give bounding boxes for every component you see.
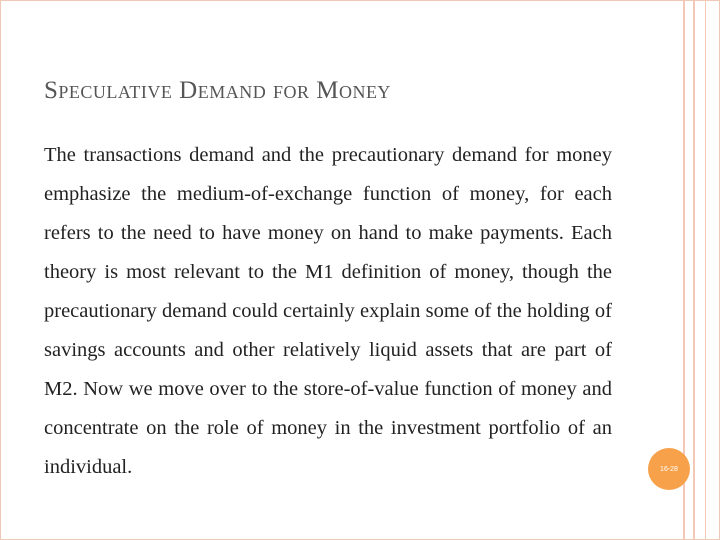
decorative-vertical-line [705, 0, 706, 540]
slide-body-text: The transactions demand and the precautionary demand for money emphasize the medium-of-exchange function of money, for each refers to the need to have money on hand to make payments. Each theory is most relevant to the M1 definition of money, though the precautionary demand could certainly explain some of the holding of savings accounts and other relatively liquid assets that are part of M2. Now we move over to the store-of-value function of money and concentrate on the role of money in the investment portfolio of an individual. [44, 144, 612, 478]
slide-title: Speculative Demand for Money [44, 77, 391, 104]
decorative-vertical-line [693, 0, 695, 540]
page-number-badge: 16-28 [648, 448, 690, 490]
